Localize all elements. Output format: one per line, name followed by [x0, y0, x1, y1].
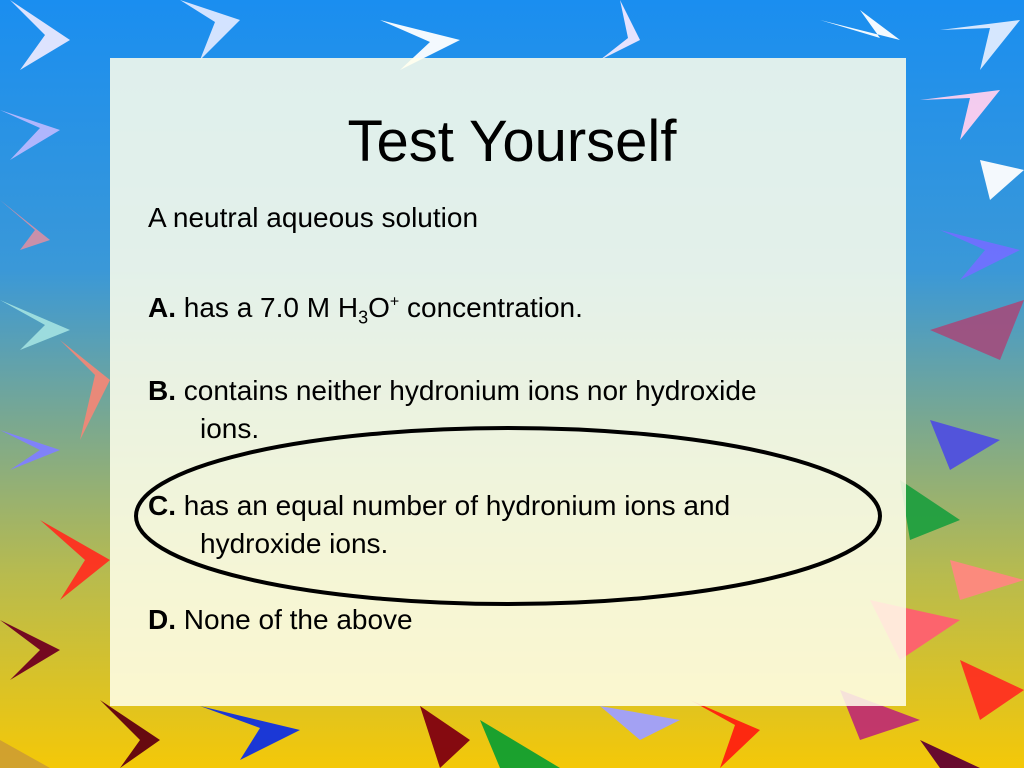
option-a-superscript: +	[389, 293, 400, 311]
option-b	[148, 375, 757, 407]
option-c-continued: hydroxide ions.	[200, 528, 389, 559]
slide-title: Test Yourself	[347, 109, 677, 174]
option-a	[148, 292, 583, 329]
option-c	[148, 490, 730, 522]
option-d	[148, 604, 413, 636]
option-d-text: None of the above	[183, 604, 413, 635]
option-a-text-mid: O	[368, 292, 390, 323]
option-b-text: contains neither hydronium ions nor hydroxide	[183, 375, 757, 406]
option-a-subscript: 3	[358, 307, 369, 328]
option-a-text-post: concentration.	[399, 292, 583, 323]
option-c-letter: C.	[148, 490, 176, 521]
option-a-text-pre: has a 7.0 M H	[183, 292, 359, 323]
option-a-letter: A.	[148, 292, 176, 323]
option-d-letter: D.	[148, 604, 176, 635]
question-text: A neutral aqueous solution	[148, 202, 479, 233]
option-b-letter: B.	[148, 375, 176, 406]
option-c-text: has an equal number of hydronium ions and	[183, 490, 731, 521]
option-b-continued: ions.	[200, 413, 260, 444]
